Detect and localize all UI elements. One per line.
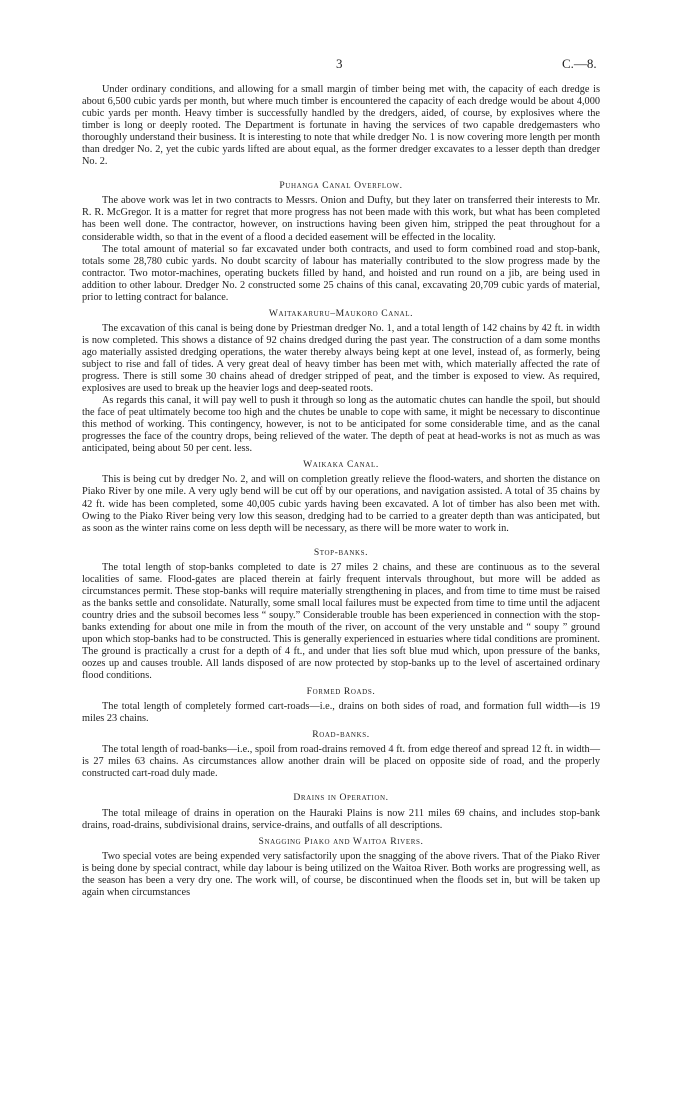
section-heading-snagging: Snagging Piako and Waitoa Rivers. xyxy=(258,835,424,847)
document-body xyxy=(82,84,600,899)
section-heading-waikaka: Waikaka Canal. xyxy=(303,459,379,471)
waikaka-paragraph: This is being cut by dredger No. 2, and will on completion greatly relieve the flood-waters, and shorten the distance on Piako River by one mile. A very ugly bend will be cut off by our operations, and navigation assisted. A total of 35 chains by 42 ft. wide has been completed, some 40,005 cubic yards having been excavated. A lot of timber has also been met with. Owing to the Piako River being very low this season, dredging had to be carried to a greater depth than was anticipated, but as soon as the winter rains come on less depth will be necessary, as there will be more water to work in. xyxy=(82,474,600,534)
puhanga-paragraph-1: The above work was let in two contracts to Messrs. Onion and Dufty, but they later on transferred their interests to Mr. R. R. McGregor. It is a matter for regret that more progress has not been made with this work, but what has been completed has been well done. The contractor, however, on instructions having been given him, stripped the peat throughout for a considerable width, so that in the event of a flood a decided easement will be effected in the locality. xyxy=(82,195,600,243)
intro-paragraph: Under ordinary conditions, and allowing for a small margin of timber being met with, the capacity of each dredge is about 6,500 cubic yards per month, but where much timber is encountered the capacity of each dredge would be about 4,000 cubic yards per month. Heavy timber is successfully handled by the dredgers, aided, of course, by explosives where the timber is long or deeply rooted. The Department is fortunate in having the services of two capable dredgemasters who thoroughly understand their business. It is interesting to note that while dredger No. 1 is now covering more length per month than dredger No. 2, yet the cubic yards lifted are about equal, as the former dredger excavates to a lesser depth than dredger No. 2. xyxy=(82,84,600,168)
waitakaruru-paragraph-2: As regards this canal, it will pay well to push it through so long as the automatic chutes can handle the spoil, but should the face of peat ultimately become too high and the chutes be unable to cope with same, it might be necessary to discontinue this method of working. This contingency, however, is not to be anticipated for some considerable time, and as the canal progresses the face of the country drops, being relieved of the water. The depth of peat at head-works is not as much as was anticipated, being about 50 per cent. less. xyxy=(82,395,600,455)
formed-roads-paragraph: The total length of completely formed cart-roads—i.e., drains on both sides of road, and formation full width—is 19 miles 23 chains. xyxy=(82,701,600,725)
puhanga-paragraph-2: The total amount of material so far excavated under both contracts, and used to form combined road and stop-bank, totals some 28,780 cubic yards. No doubt scarcity of labour has materially contributed to the slow progress made by the contractor. Two motor-machines, operating buckets filled by hand, and hoisted and run round on a jib, are being used in addition to other labour. Dredger No. 2 constructed some 25 chains of this canal, excavating 20,709 cubic yards of material, prior to letting contract for balance. xyxy=(82,243,600,303)
snagging-paragraph: Two special votes are being expended very satisfactorily upon the snagging of the above rivers. That of the Piako River is being done by special contract, while day labour is being utilized on the Waitoa River. Both works are progressing well, as the season has been a very dry one. The work will, of course, be discontinued when the floods set in, but will be taken up again when circumstances xyxy=(82,850,600,898)
section-heading-road-banks: Road-banks. xyxy=(312,729,370,741)
stop-banks-paragraph: The total length of stop-banks completed to date is 27 miles 2 chains, and these are continuous as to the several localities of same. Flood-gates are placed therein at fairly frequent intervals throughout, but more will be added as circumstances permit. These stop-banks will require materially strengthening in places, and from time to time must be raised as the banks settle and consolidate. Naturally, some small local failures must be expected from time to time until the adjacent country dries and the subsoil becomes less “ soupy.” Considerable trouble has been experienced in connection with the stop-banks extending for about one mile in from the mouth of the river, on account of the very unstable and “ soupy ” ground upon which stop-banks had to be constructed. This is generally experienced in estuaries where tidal conditions are prominent. The ground is practically a crust for a depth of 4 ft., and under that lies soft blue mud which, upon pressure of the banks, oozes up and causes trouble. All lands disposed of are now protected by stop-banks up to the level of ascertained ordinary flood conditions. xyxy=(82,561,600,682)
section-heading-waitakaruru: Waitakaruru–Maukoro Canal. xyxy=(268,307,414,319)
section-heading-puhanga: Puhanga Canal Overflow. xyxy=(279,180,403,192)
road-banks-paragraph: The total length of road-banks—i.e., spoil from road-drains removed 4 ft. from edge thereof and spread 12 ft. in width—is 27 miles 63 chains. As circumstances allow another drain will be placed on opposite side of road, and the properly constructed cart-road duly made. xyxy=(82,744,600,780)
waitakaruru-paragraph-1: The excavation of this canal is being done by Priestman dredger No. 1, and a total length of 142 chains by 42 ft. in width is now completed. This shows a distance of 92 chains dredged during the past year. The construction of a dam some months ago materially assisted dredging operations, the water thereby always being kept at one level, instead of, as formerly, being subject to rise and fall of tides. A very great deal of heavy timber has been met with, which materially affected the rate of progress. There is still some 30 chains ahead of dredger stripped of peat, and the timber is exposed to view. As required, explosives are used to break up the heavier logs and deep-seated roots. xyxy=(82,322,600,395)
document-reference: C.—8. xyxy=(562,56,597,71)
section-heading-stop-banks: Stop-banks. xyxy=(313,546,369,558)
section-heading-drains: Drains in Operation. xyxy=(293,792,389,804)
drains-paragraph: The total mileage of drains in operation on the Hauraki Plains is now 211 miles 69 chains, and includes stop-bank drains, road-drains, subdivisional drains, service-drains, and outfalls of all descriptions. xyxy=(82,807,600,831)
section-heading-formed-roads: Formed Roads. xyxy=(306,686,376,698)
page-number: 3 xyxy=(336,56,343,71)
page-header xyxy=(0,56,700,76)
